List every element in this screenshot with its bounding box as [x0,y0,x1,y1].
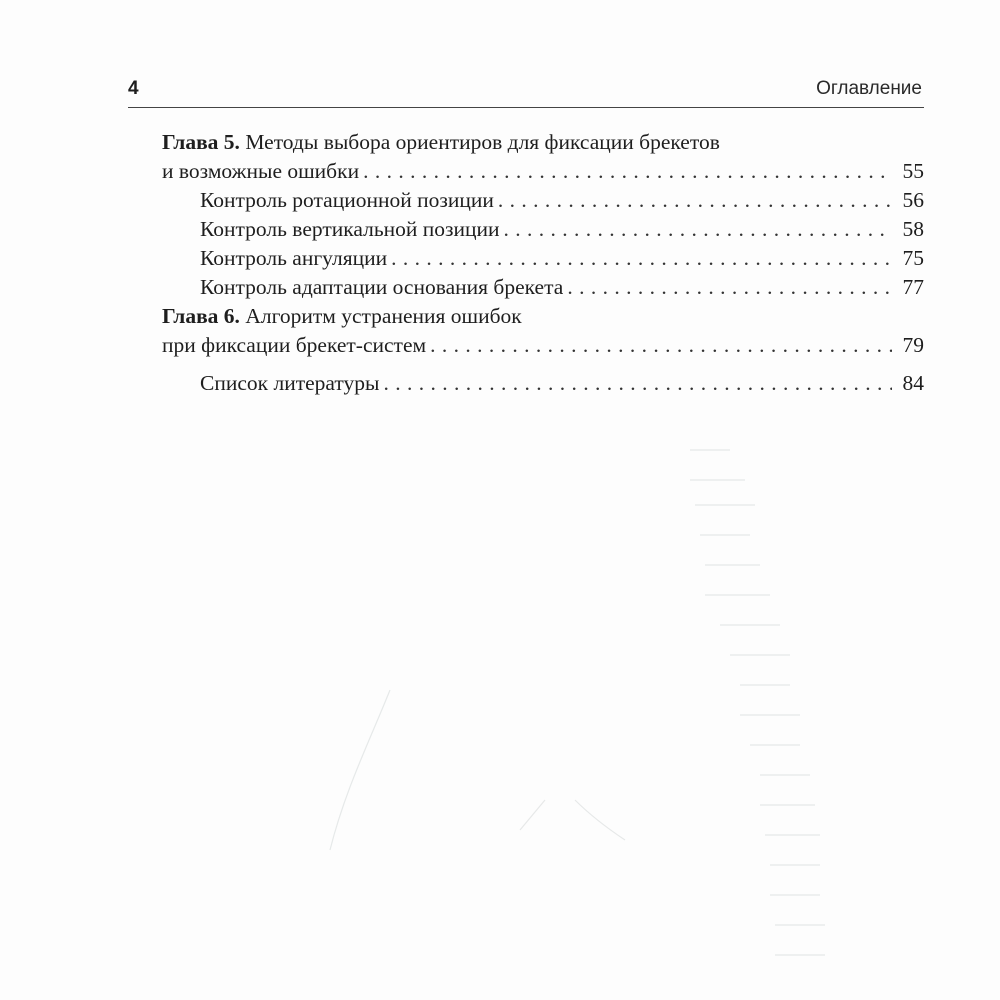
dot-leader [430,331,892,360]
dot-leader [504,215,892,244]
section-title: Контроль адаптации основания брекета [200,275,564,299]
toc-chapter-5-title-line [162,128,924,157]
section-title: Контроль ротационной позиции [200,188,494,212]
chapter-5-page: 55 [902,159,924,183]
toc-section-entry[interactable] [162,186,924,215]
references-page: 84 [902,371,924,395]
chapter-6-label: Глава 6. [162,304,240,328]
toc-chapter-6-title-line [162,302,924,331]
section-title: Контроль ангуляции [200,246,388,270]
section-page: 75 [902,246,924,270]
section-title: Контроль вертикальной позиции [200,217,500,241]
table-of-contents [162,128,924,398]
chapter-6-title-part1: Алгоритм устранения ошибок [245,304,522,328]
toc-references-entry[interactable] [162,369,924,398]
chapter-5-label: Глава 5. [162,130,240,154]
header-rule [128,107,924,108]
toc-chapter-6-entry[interactable] [162,331,924,360]
dot-leader [363,157,892,186]
dot-leader [391,244,892,273]
toc-chapter-5-entry[interactable] [162,157,924,186]
toc-section-entry[interactable] [162,273,924,302]
section-page: 56 [902,188,924,212]
chapter-5-title-part1: Методы выбора ориентиров для фиксации брекетов [245,130,720,154]
running-header-title: Оглавление [816,78,922,99]
page-number: 4 [128,78,139,99]
chapter-5-title-part2: и возможные ошибки [162,159,360,183]
chapter-6-page: 79 [902,333,924,357]
references-title: Список литературы [200,371,380,395]
section-page: 58 [902,217,924,241]
dot-leader [567,273,892,302]
toc-section-entry[interactable] [162,215,924,244]
section-page: 77 [902,275,924,299]
dot-leader [383,369,892,398]
toc-section-entry[interactable] [162,244,924,273]
chapter-6-title-part2: при фиксации брекет-систем [162,333,427,357]
dot-leader [498,186,892,215]
